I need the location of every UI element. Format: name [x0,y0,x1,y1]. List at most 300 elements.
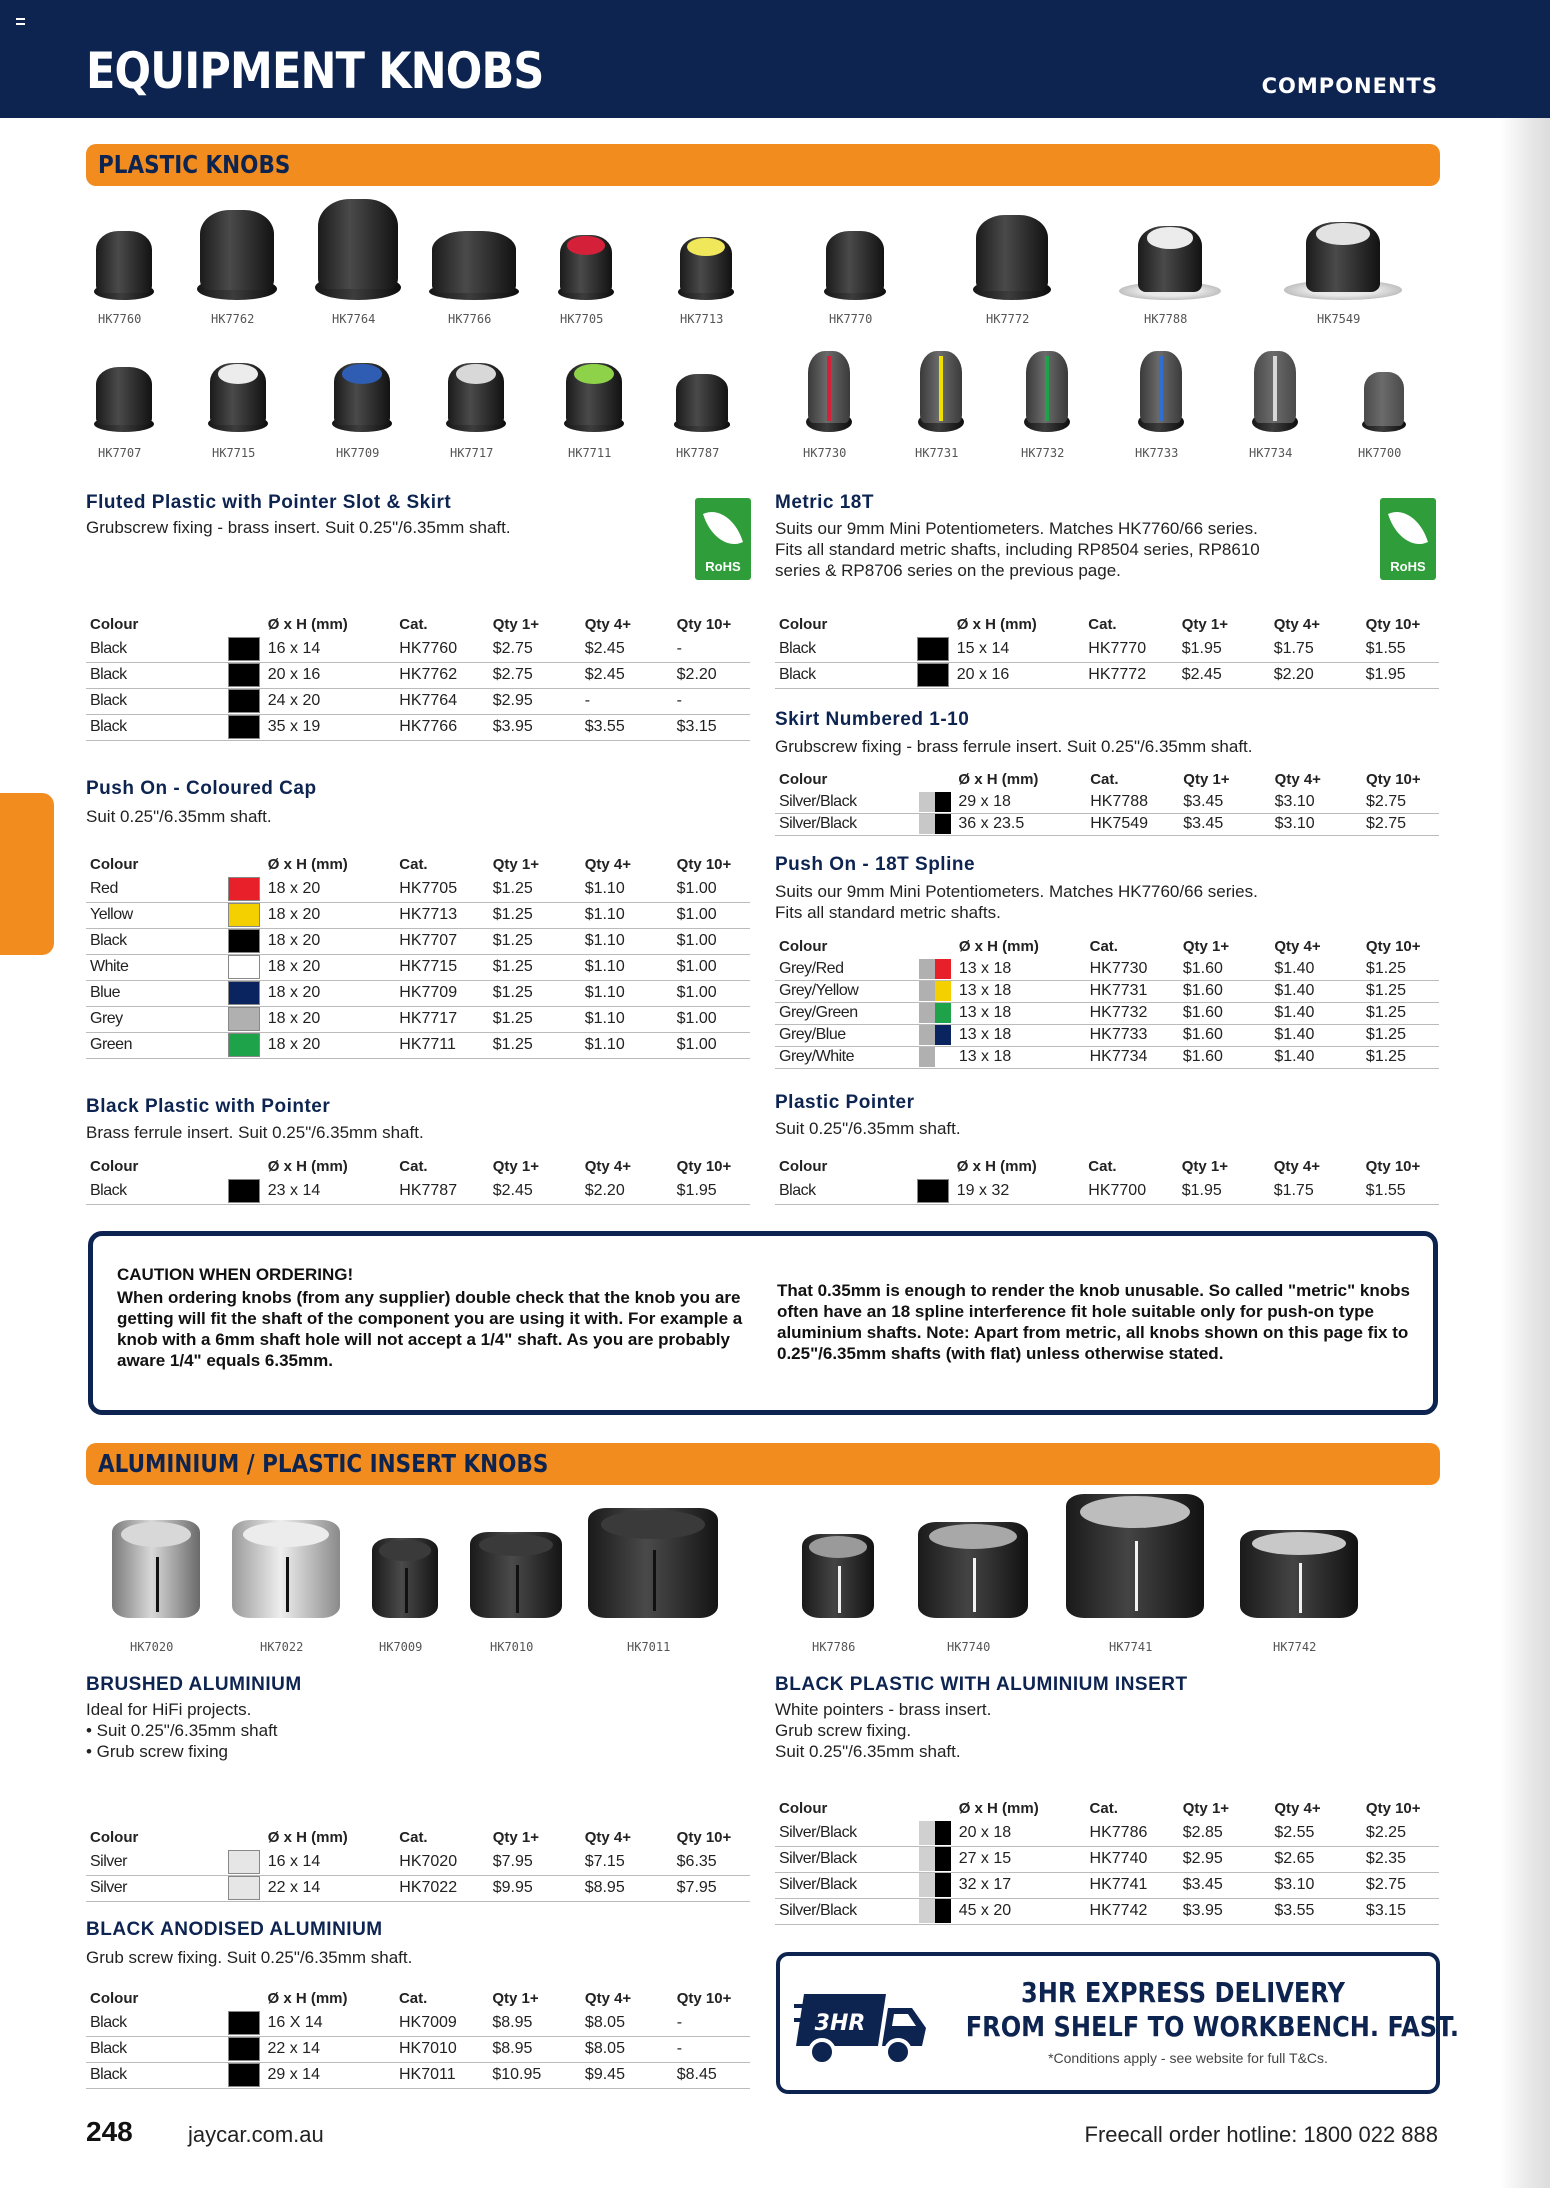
cell-q1: $1.25 [489,1032,581,1058]
column-header-q1: Qty 1+ [1181,615,1228,633]
table-row [775,958,1439,980]
cell-q10: $1.95 [673,1178,750,1204]
price-table-insert [775,1796,1439,1925]
cell-colour: Yellow [86,902,228,928]
cell-cat: HK7709 [395,980,488,1006]
cell-dim: 13 x 18 [955,958,1086,980]
product-code: HK7772 [986,312,1030,326]
column-header-q4: Qty 4+ [1273,615,1320,633]
cell-q4: $1.10 [581,954,673,980]
page-header [0,0,1550,118]
delivery-note: *Conditions apply - see website for full T&Cs. [1048,2050,1328,2066]
colour-swatch [228,1006,264,1032]
cell-q10: $8.45 [673,2062,750,2088]
cell-q10: $1.00 [673,954,750,980]
cell-q10: $6.35 [673,1849,750,1875]
cell-cat: HK7762 [395,662,488,688]
table-row [86,688,750,714]
table-row [86,980,750,1006]
table-header-row [775,1154,1439,1178]
order-hotline: Freecall order hotline: 1800 022 888 [1084,2122,1438,2147]
column-header-q4: Qty 4+ [584,1157,631,1175]
section-desc-blackpointer: Brass ferrule insert. Suit 0.25"/6.35mm shaft. [86,1123,424,1142]
table-row [775,980,1439,1002]
colour-swatch [919,1820,955,1846]
section-title-anodised: BLACK ANODISED ALUMINIUM [86,1919,383,1940]
cell-q1: $1.25 [489,980,581,1006]
knob-cap [218,364,258,384]
colour-swatch [917,662,953,688]
knob-body [826,231,884,293]
cell-dim: 18 x 20 [264,980,395,1006]
cell-dim: 29 x 18 [954,791,1086,813]
section-label: COMPONENTS [1261,74,1438,98]
section-desc-insert: White pointers - brass insert. Grub screw fixing. Suit 0.25"/6.35mm shaft. [775,1700,992,1761]
cell-q10: $1.00 [673,876,750,902]
table-row [775,1846,1439,1872]
column-header-colour: Colour [90,615,139,633]
cell-q4: $2.45 [581,662,673,688]
cell-dim: 27 x 15 [955,1846,1086,1872]
leaf-icon [1388,504,1428,551]
section-desc-spline: Suits our 9mm Mini Potentiometers. Matches HK7760/66 series. Fits all standard metric shafts. [775,882,1258,922]
cell-q10: - [673,2036,750,2062]
cell-dim: 32 x 17 [955,1872,1086,1898]
product-code: HK7766 [448,312,492,326]
column-header-cat: Cat. [1090,770,1119,788]
cell-q1: $1.60 [1179,980,1271,1002]
cell-q10: $1.00 [673,1032,750,1058]
cell-dim: 20 x 16 [953,662,1084,688]
cell-q4: $1.40 [1270,958,1362,980]
cell-cat: HK7742 [1086,1898,1179,1924]
cell-dim: 18 x 20 [264,954,395,980]
cell-colour: Black [86,928,228,954]
cell-colour: Black [775,1178,917,1204]
table-row [86,1875,750,1901]
table-row [775,1024,1439,1046]
cell-cat: HK7786 [1086,1820,1179,1846]
colour-swatch [919,1002,955,1024]
cell-q1: $8.95 [488,2036,581,2062]
cell-cat: HK7705 [395,876,488,902]
column-header-colour: Colour [90,855,139,873]
knob-body [318,199,398,289]
cell-q10: $1.00 [673,902,750,928]
cell-q4: $1.75 [1270,636,1362,662]
cell-q1: $1.95 [1178,1178,1270,1204]
section-title-metric18t: Metric 18T [775,492,874,513]
product-code: HK7707 [98,446,142,460]
knob-cap [342,364,382,384]
cell-q10: $2.20 [673,662,750,688]
rohs-badge: RoHS [1380,498,1436,580]
delivery-line-1: 3HR EXPRESS DELIVERY [1021,1976,1345,2009]
cell-dim: 18 x 20 [264,1032,395,1058]
price-table-spline [775,934,1439,1069]
cell-colour: Grey [86,1006,228,1032]
cell-colour: Black [86,1178,228,1204]
cell-cat: HK7715 [395,954,488,980]
cell-cat: HK7713 [395,902,488,928]
table-row [775,1820,1439,1846]
column-header-swatch [228,1986,264,2010]
cell-q1: $3.45 [1179,791,1270,813]
cell-q4: $1.10 [581,928,673,954]
table-row [86,1006,750,1032]
column-header-cat: Cat. [399,1828,428,1846]
cell-q4: $7.15 [581,1849,673,1875]
column-header-swatch [228,1825,264,1849]
colour-swatch [917,1178,953,1204]
column-header-colour: Colour [779,770,828,788]
section-desc-plasticpointer: Suit 0.25"/6.35mm shaft. [775,1119,961,1138]
cell-colour: Grey/Red [775,958,919,980]
colour-swatch [919,1046,955,1068]
product-code: HK7705 [560,312,604,326]
cell-q10: $2.25 [1362,1820,1439,1846]
page-number: 248 [86,2116,133,2147]
product-code: HK7741 [1109,1640,1153,1654]
caution-left [117,1264,757,1371]
cell-colour: Grey/Yellow [775,980,919,1002]
colour-swatch [919,813,955,835]
column-header-dim: Ø x H (mm) [958,1799,1039,1817]
product-code: HK7010 [490,1640,534,1654]
cell-dim: 13 x 18 [955,980,1086,1002]
section-desc-skirt: Grubscrew fixing - brass ferrule insert. Suit 0.25"/6.35mm shaft. [775,737,1253,756]
table-row [775,1178,1439,1204]
cell-q4: $1.10 [581,980,673,1006]
cell-q1: $1.60 [1179,1002,1271,1024]
cell-q1: $2.75 [489,662,581,688]
cell-q10: - [673,636,750,662]
cell-q4: $2.45 [581,636,673,662]
cell-colour: Grey/White [775,1046,919,1068]
cell-q10: $2.75 [1362,1872,1439,1898]
cell-q10: $1.00 [673,928,750,954]
column-header-q4: Qty 4+ [1273,1157,1320,1175]
cell-q10: $2.75 [1362,791,1439,813]
table-row [775,1002,1439,1024]
cell-q4: $1.40 [1270,1024,1362,1046]
product-code: HK7732 [1021,446,1065,460]
table-row [86,2062,750,2088]
cell-colour: Black [86,636,228,662]
table-row [86,876,750,902]
colour-swatch [228,954,264,980]
knob-pointer-stripe [286,1557,289,1612]
cell-q10: $1.55 [1362,636,1439,662]
table-row [86,662,750,688]
cell-colour: Black [775,662,917,688]
cell-q4: $2.20 [581,1178,673,1204]
colour-swatch [228,1032,264,1058]
knob-pointer-stripe [1135,1541,1138,1610]
product-code: HK7009 [379,1640,423,1654]
cell-cat: HK7772 [1084,662,1177,688]
cell-q1: $1.60 [1179,958,1271,980]
section-title-plasticpointer: Plastic Pointer [775,1092,915,1113]
product-code: HK7787 [676,446,720,460]
cell-dim: 16 X 14 [263,2010,394,2036]
column-header-swatch [917,1154,953,1178]
cell-q4: $2.65 [1270,1846,1362,1872]
colour-swatch [919,958,955,980]
column-header-dim: Ø x H (mm) [267,1989,348,2007]
cell-q10: $1.00 [673,980,750,1006]
banner-label: ALUMINIUM / PLASTIC INSERT KNOBS [98,1449,549,1478]
cell-q1: $3.45 [1179,1872,1271,1898]
price-table-blackpointer [86,1154,750,1205]
knob-pointer-stripe [1159,356,1163,421]
column-header-q4: Qty 4+ [1274,770,1321,788]
column-header-swatch [228,1154,264,1178]
cell-dim: 22 x 14 [264,1875,395,1901]
cell-q4: $8.05 [581,2010,673,2036]
product-code: HK7549 [1317,312,1361,326]
cell-colour: Silver/Black [775,813,919,835]
cell-cat: HK7764 [395,688,488,714]
knob-body [200,210,274,290]
knob-pointer-stripe [653,1550,656,1612]
product-code: HK7770 [829,312,873,326]
table-row [86,1178,750,1204]
cell-q1: $3.45 [1179,813,1270,835]
knob-pointer-stripe [1045,356,1049,421]
column-header-colour: Colour [90,1157,139,1175]
cell-dim: 13 x 18 [955,1046,1086,1068]
cell-q4: $9.45 [581,2062,673,2088]
price-table-plasticpointer [775,1154,1439,1205]
cell-cat: HK7740 [1086,1846,1179,1872]
cell-q10: $1.95 [1362,662,1439,688]
colour-swatch [919,980,955,1002]
banner-aluminium-knobs [86,1443,1440,1485]
column-header-colour: Colour [779,615,828,633]
cell-colour: Silver/Black [775,1846,919,1872]
cell-q1: $1.95 [1178,636,1270,662]
column-header-swatch [919,934,955,958]
knob-cap [456,364,496,384]
column-header-dim: Ø x H (mm) [267,1157,348,1175]
cell-dim: 16 x 14 [264,636,395,662]
cell-q1: $9.95 [489,1875,581,1901]
colour-swatch [228,1875,264,1901]
cell-q1: $3.95 [1179,1898,1271,1924]
cell-cat: HK7787 [395,1178,488,1204]
column-header-q4: Qty 4+ [584,855,631,873]
cell-colour: White [86,954,228,980]
cell-cat: HK7009 [395,2010,488,2036]
column-header-q10: Qty 10+ [1365,1799,1421,1817]
column-header-q4: Qty 4+ [584,1828,631,1846]
caution-box [88,1231,1438,1415]
cell-q1: $10.95 [488,2062,581,2088]
cell-colour: Red [86,876,228,902]
product-code: HK7786 [812,1640,856,1654]
column-header-q10: Qty 10+ [676,615,732,633]
cell-q1: $2.45 [1178,662,1270,688]
cell-q4: $3.55 [1270,1898,1362,1924]
column-header-colour: Colour [779,937,828,955]
product-code: HK7715 [212,446,256,460]
website-link[interactable]: jaycar.com.au [188,2122,324,2147]
product-code: HK7011 [627,1640,671,1654]
table-row [86,954,750,980]
cell-colour: Grey/Blue [775,1024,919,1046]
column-header-dim: Ø x H (mm) [267,615,348,633]
column-header-q10: Qty 10+ [1365,1157,1421,1175]
cell-colour: Black [86,662,228,688]
delivery-truck-icon [794,1986,930,2072]
colour-swatch [919,1898,955,1924]
column-header-q10: Qty 10+ [1366,770,1421,788]
product-code: HK7733 [1135,446,1179,460]
cell-colour: Black [86,2010,228,2036]
table-row [86,902,750,928]
cell-colour: Silver/Black [775,1872,919,1898]
cell-dim: 16 x 14 [264,1849,395,1875]
cell-dim: 18 x 20 [264,1006,395,1032]
delivery-line-2: FROM SHELF TO WORKBENCH. FAST. [965,2010,1460,2043]
cell-dim: 18 x 20 [264,876,395,902]
colour-swatch [228,928,264,954]
table-header-row [775,612,1439,636]
column-header-cat: Cat. [399,1157,428,1175]
knob-body [432,231,516,293]
cell-q4: $1.75 [1270,1178,1362,1204]
cell-q1: $1.25 [489,954,581,980]
cell-colour: Black [86,714,228,740]
column-header-dim: Ø x H (mm) [958,937,1039,955]
cell-dim: 36 x 23.5 [954,813,1086,835]
cell-q1: $2.95 [1179,1846,1271,1872]
product-code: HK7717 [450,446,494,460]
cell-cat: HK7731 [1086,980,1179,1002]
cell-colour: Silver [86,1875,228,1901]
cell-q1: $2.75 [489,636,581,662]
cell-q4: $1.10 [581,876,673,902]
cell-dim: 13 x 18 [955,1002,1086,1024]
price-table-skirt [775,767,1439,836]
colour-swatch [228,2010,264,2036]
product-code: HK7764 [332,312,376,326]
cell-q4: $1.40 [1270,1002,1362,1024]
column-header-dim: Ø x H (mm) [956,615,1037,633]
column-header-q10: Qty 10+ [1365,937,1421,955]
cell-cat: HK7717 [395,1006,488,1032]
colour-swatch [228,636,264,662]
product-code: HK7731 [915,446,959,460]
column-header-q1: Qty 1+ [492,1828,539,1846]
cell-cat: HK7788 [1086,791,1179,813]
product-code: HK7788 [1144,312,1188,326]
column-header-q10: Qty 10+ [676,855,732,873]
cell-q4: $3.10 [1271,813,1362,835]
price-table-anodised [86,1986,750,2089]
section-title-skirt: Skirt Numbered 1-10 [775,709,970,730]
cell-q10: $1.25 [1362,980,1439,1002]
knob-body [676,374,728,426]
column-header-q1: Qty 1+ [492,1157,539,1175]
section-title-pushon: Push On - Coloured Cap [86,778,317,799]
cell-q4: $1.10 [581,1006,673,1032]
section-desc-anodised: Grub screw fixing. Suit 0.25"/6.35mm shaft. [86,1948,413,1967]
knob-cap [574,364,614,384]
caution-heading: CAUTION WHEN ORDERING! [117,1265,354,1284]
cell-cat: HK7760 [395,636,488,662]
cell-q4: $2.55 [1270,1820,1362,1846]
cell-cat: HK7020 [395,1849,488,1875]
cell-dim: 20 x 18 [955,1820,1086,1846]
cell-dim: 45 x 20 [955,1898,1086,1924]
cell-cat: HK7770 [1084,636,1177,662]
section-title-insert: BLACK PLASTIC WITH ALUMINIUM INSERT [775,1674,1188,1695]
colour-swatch [228,1178,264,1204]
product-code: HK7760 [98,312,142,326]
column-header-q4: Qty 4+ [1274,937,1321,955]
cell-dim: 20 x 16 [264,662,395,688]
cell-cat: HK7022 [395,1875,488,1901]
knob-pointer-stripe [156,1557,159,1612]
cell-q10: $3.15 [1362,1898,1439,1924]
knob-pointer-stripe [516,1565,519,1613]
column-header-swatch [919,1796,955,1820]
colour-swatch [228,980,264,1006]
cell-q4: - [581,688,673,714]
column-header-q4: Qty 4+ [584,1989,632,2007]
cell-cat: HK7734 [1086,1046,1179,1068]
knob-pointer-stripe [973,1558,976,1612]
column-header-dim: Ø x H (mm) [956,1157,1037,1175]
table-header-row [775,1796,1439,1820]
table-header-row [86,1986,750,2010]
knob-body [976,215,1048,291]
colour-swatch [228,714,264,740]
column-header-swatch [228,852,264,876]
table-row [86,2010,750,2036]
knob-pointer-stripe [1273,356,1277,421]
menu-icon [16,18,25,25]
cell-q4: $3.10 [1271,791,1362,813]
column-header-dim: Ø x H (mm) [267,1828,348,1846]
cell-colour: Blue [86,980,228,1006]
column-header-swatch [919,767,955,791]
cell-colour: Black [86,2036,228,2062]
cell-dim: 19 x 32 [953,1178,1084,1204]
table-row [775,1046,1439,1068]
cell-q1: $1.60 [1179,1046,1271,1068]
cell-cat: HK7732 [1086,1002,1179,1024]
colour-swatch [228,1849,264,1875]
product-code: HK7020 [130,1640,174,1654]
cell-q10: $1.25 [1362,958,1439,980]
table-header-row [775,934,1439,958]
table-row [775,813,1439,835]
cell-q10: $1.55 [1362,1178,1439,1204]
product-code: HK7700 [1358,446,1402,460]
table-row [775,1898,1439,1924]
product-code: HK7742 [1273,1640,1317,1654]
cell-q1: $2.45 [489,1178,581,1204]
cell-q1: $1.25 [489,928,581,954]
column-header-colour: Colour [90,1828,139,1846]
cell-colour: Silver [86,1849,228,1875]
cell-cat: HK7010 [395,2036,488,2062]
cell-q4: $8.05 [581,2036,673,2062]
cell-colour: Black [86,2062,228,2088]
